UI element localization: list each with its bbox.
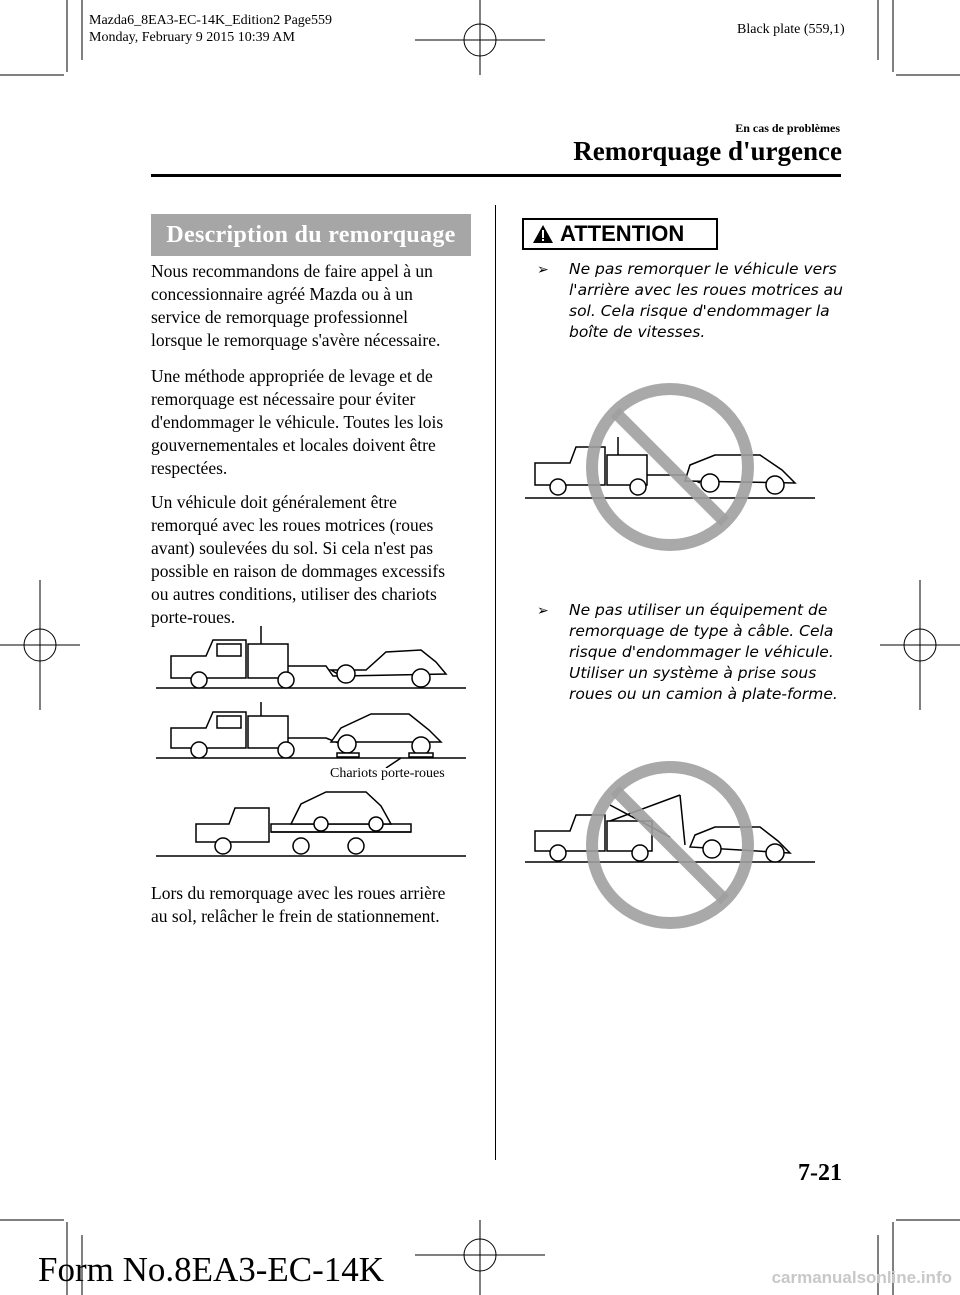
- bullet-text: Ne pas remorquer le véhicule vers l'arrière avec les roues motrices au sol. Cela risque d'endommager la boîte de vitesses.: [569, 260, 843, 341]
- bullet-text: Ne pas utiliser un équipement de remorquage de type à câble. Cela risque d'endommager le véhicule. Utiliser un système à prise sous roues ou un camion à plate-forme.: [569, 601, 838, 703]
- paragraph-4: Lors du remorquage avec les roues arrière au sol, relâcher le frein de stationnement.: [151, 883, 446, 926]
- attention-bullet-2: [537, 600, 847, 705]
- bullet-arrow-icon: ➢: [537, 603, 549, 619]
- section-category: En cas de problèmes: [735, 121, 840, 135]
- warning-triangle-icon: [532, 224, 554, 244]
- column-divider: [495, 205, 496, 1160]
- attention-box: [522, 218, 718, 250]
- header-rule: [151, 174, 841, 177]
- tow-illustration-dollies: [151, 700, 471, 768]
- bullet-arrow-icon: ➢: [537, 262, 549, 278]
- date-line: Monday, February 9 2015 10:39 AM: [89, 30, 295, 45]
- tow-illustration-wheel-lift: [151, 622, 471, 692]
- description-heading: Description du remorquage: [151, 214, 471, 256]
- attention-label: ATTENTION: [560, 221, 685, 246]
- watermark: carmanualsonline.info: [771, 1268, 952, 1287]
- attention-bullet-1: [537, 259, 847, 343]
- paragraph-1: Nous recommandons de faire appel à un concessionnaire agréé Mazda ou à un service de remorquage professionnel lorsque le remorquage s'avère nécessaire.: [151, 261, 441, 350]
- paragraph-2: Une méthode appropriée de levage et de remorquage est nécessaire pour éviter d'endommager le véhicule. Toutes les lois gouvernementales et locales doivent être respectées.: [151, 366, 444, 478]
- prohibited-backward-tow-illustration: [520, 375, 820, 555]
- print-header-meta: [89, 12, 332, 46]
- form-number: Form No.8EA3-EC-14K: [38, 1250, 385, 1289]
- paragraph-3: Un véhicule doit généralement être remorqué avec les roues motrices (roues avant) soulevées du sol. Si cela n'est pas possible en raison de dommages excessifs ou autres conditions, utiliser des chariots porte-roues.: [151, 492, 446, 627]
- file-line: Mazda6_8EA3-EC-14K_Edition2 Page559: [89, 13, 333, 28]
- page-number: 7-21: [798, 1160, 842, 1186]
- plate-label: Black plate (559,1): [737, 22, 845, 37]
- prohibited-sling-tow-illustration: [520, 755, 820, 935]
- dolly-caption: Chariots porte-roues: [330, 766, 445, 781]
- section-title: Remorquage d'urgence: [573, 136, 842, 166]
- tow-illustration-flatbed: [151, 786, 471, 858]
